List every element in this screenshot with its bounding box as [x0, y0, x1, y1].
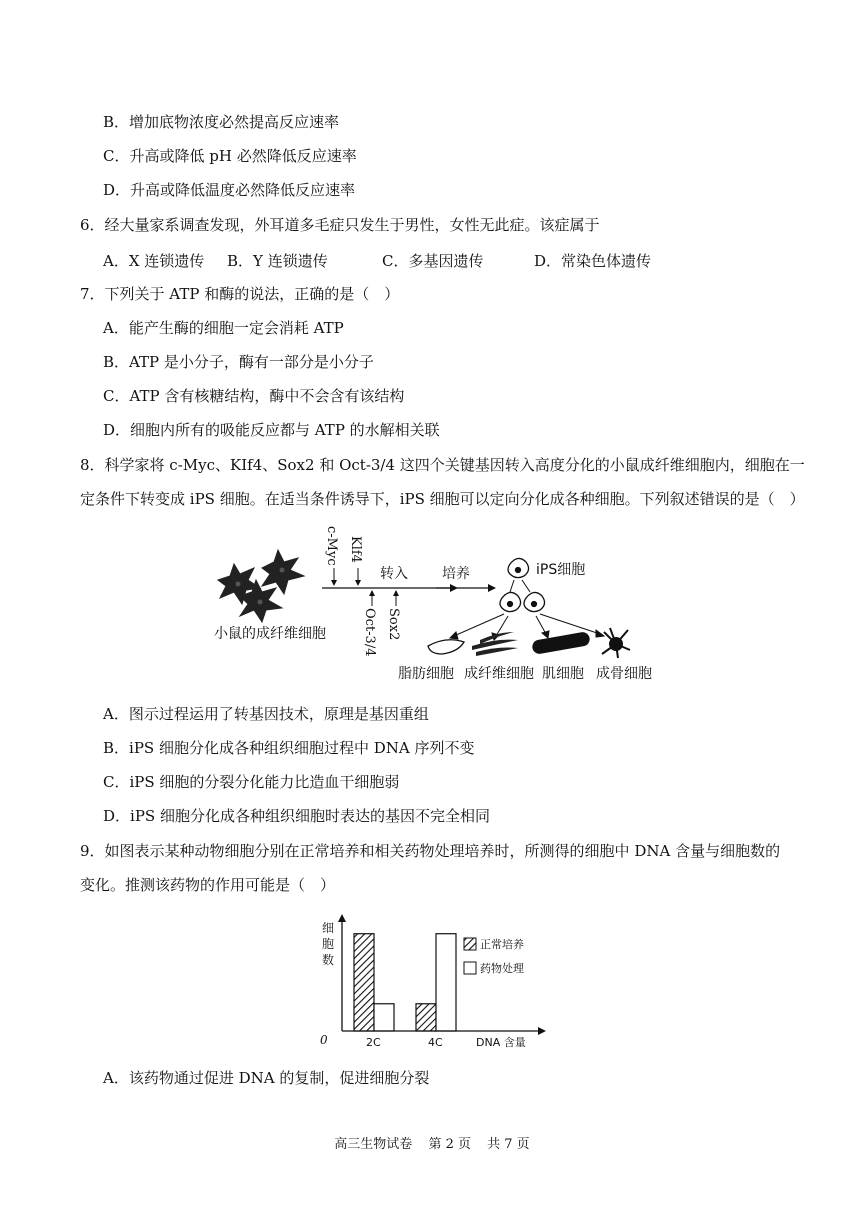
bone-cell-image	[602, 628, 630, 658]
ips-split-arrows	[510, 580, 530, 592]
q6-option-c: C．多基因遗传	[382, 252, 484, 270]
q8-option-b: B．iPS 细胞分化成各种组织细胞过程中 DNA 序列不变	[103, 739, 475, 757]
q6-stem: 6．经大量家系调查发现，外耳道多毛症只发生于男性，女性无此症。该症属于	[80, 216, 600, 234]
gene-oct34: Oct-3/4	[362, 608, 377, 657]
x-axis-arrowhead	[538, 1027, 546, 1035]
oct-arrowhead	[369, 590, 375, 596]
bar-normal-2C	[354, 934, 374, 1031]
gene-sox2: Sox2	[386, 608, 401, 641]
y-axis-label-char: 胞	[322, 937, 335, 951]
q6-choices	[103, 250, 703, 270]
sox2-arrowhead	[393, 590, 399, 596]
q8-option-d: D．iPS 细胞分化成各种组织细胞时表达的基因不完全相同	[103, 807, 490, 825]
chart-bars	[354, 934, 456, 1031]
y-axis-label-char: 细	[322, 921, 335, 935]
page-footer	[0, 1133, 864, 1152]
q6-option-d: D．常染色体遗传	[534, 252, 652, 270]
q5-option-c: C．升高或降低 pH 必然降低反应速率	[103, 147, 357, 165]
q5-option-b: B．增加底物浓度必然提高反应速率	[103, 113, 340, 131]
legend-label-normal: 正常培养	[480, 938, 524, 951]
q9-stem-line2: 变化。推测该药物的作用可能是（ ）	[80, 876, 336, 894]
q8-option-a: A．图示过程运用了转基因技术，原理是基因重组	[103, 705, 429, 723]
q7-stem: 7．下列关于 ATP 和酶的说法，正确的是（ ）	[80, 285, 400, 303]
q7-option-a: A．能产生酶的细胞一定会消耗 ATP	[103, 319, 344, 337]
legend-label-drug: 药物处理	[480, 962, 524, 975]
gene-klf4: Klf4	[348, 536, 363, 563]
x-tick-labels	[366, 1036, 443, 1049]
culture-arrowhead	[488, 584, 496, 592]
x-tick-2C: 2C	[366, 1036, 381, 1049]
q9-stem-line1: 9．如图表示某种动物细胞分别在正常培养和相关药物处理培养时，所测得的细胞中 DNA 含量与细胞数的	[80, 842, 781, 860]
label-bone-cell: 成骨细胞	[596, 666, 652, 682]
y-axis-label-char: 数	[322, 953, 335, 967]
klf4-arrowhead	[355, 580, 361, 586]
legend-swatch-normal	[464, 938, 476, 950]
q7-option-d: D．细胞内所有的吸能反应都与 ATP 的水解相关联	[103, 421, 440, 439]
footer-total: 共 7 页	[487, 1137, 530, 1152]
q6-option-a: A．X 连锁遗传	[103, 252, 205, 270]
origin-label: 0	[320, 1033, 328, 1047]
label-culture: 培养	[442, 566, 470, 582]
gene-cmyc: c-Myc	[324, 526, 339, 566]
q7-option-c: C．ATP 含有核糖结构，酶中不会含有该结构	[103, 387, 405, 405]
label-ips: iPS细胞	[536, 562, 586, 578]
label-mouse-fibroblast: 小鼠的成纤维细胞	[214, 626, 326, 642]
q8-stem-line1: 8．科学家将 c-Myc、KIf4、Sox2 和 Oct-3/4 这四个关键基因转入高度分化的小鼠成纤维细胞内，细胞在一	[80, 456, 805, 474]
q9-option-a: A．该药物通过促进 DNA 的复制，促进细胞分裂	[103, 1069, 430, 1087]
legend-swatch-drug	[464, 962, 476, 974]
muscle-cell-image	[531, 631, 591, 655]
fibroblast-cells-image	[218, 550, 304, 622]
label-transfer: 转入	[380, 566, 408, 582]
label-muscle-cell: 肌细胞	[542, 666, 584, 682]
bar-drug-4C	[436, 934, 456, 1031]
q7-option-b: B．ATP 是小分子，酶有一部分是小分子	[103, 353, 374, 371]
q8-stem-line2: 定条件下转变成 iPS 细胞。在适当条件诱导下，iPS 细胞可以定向分化成各种细胞。下列叙述错误的是（ ）	[80, 490, 805, 508]
q8-option-c: C．iPS 细胞的分裂分化能力比造血干细胞弱	[103, 773, 400, 791]
label-fibroblast-cell: 成纤维细胞	[464, 666, 534, 682]
x-axis-label: DNA 含量	[476, 1036, 526, 1049]
dna-cell-count-chart	[310, 910, 550, 1050]
chart-legend	[464, 937, 524, 975]
x-tick-4C: 4C	[428, 1036, 443, 1049]
fat-cell-image	[428, 640, 464, 654]
bar-normal-4C	[416, 1004, 436, 1031]
footer-page: 第 2 页	[428, 1137, 471, 1152]
label-fat-cell: 脂肪细胞	[398, 666, 454, 682]
y-axis-arrowhead	[338, 914, 346, 922]
q5-option-d: D．升高或降低温度必然降低反应速率	[103, 181, 356, 199]
fibroblast-cell-image	[472, 632, 518, 656]
footer-title: 高三生物试卷	[334, 1137, 413, 1152]
y-axis-label	[322, 921, 334, 967]
bar-drug-2C	[374, 1004, 394, 1031]
ips-diagram	[200, 518, 670, 688]
q6-option-b: B．Y 连锁遗传	[227, 252, 328, 270]
cmyc-arrowhead	[331, 580, 337, 586]
